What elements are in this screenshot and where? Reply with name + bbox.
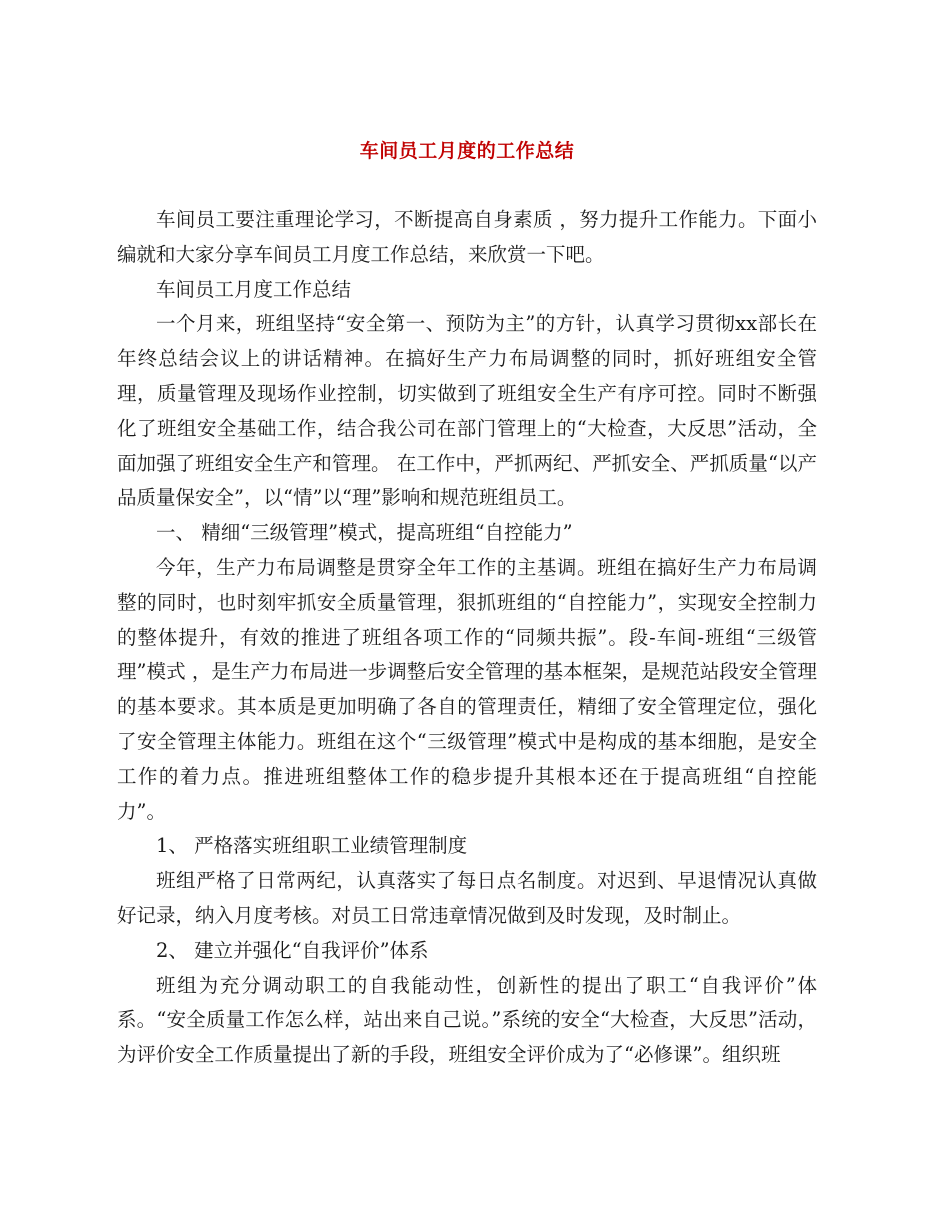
paragraph-subtitle: 车间员工月度工作总结 xyxy=(156,277,352,301)
paragraph-intro: 车间员工要注重理论学习，不断提高自身素质 ，努力提升工作能力。下面小编就和大家分享车间员工月度工作总结，来欣赏一下吧。 xyxy=(117,208,817,266)
section-heading-1: 一、 精细“三级管理”模式，提高班组“自控能力” xyxy=(156,521,573,545)
subheading-2: 2、 建立并强化“自我评价”体系 xyxy=(156,938,429,962)
paragraph-subsection-1: 班组严格了日常两纪，认真落实了每日点名制度。对迟到、早退情况认真做好记录，纳入月度考核。对员工日常违章情况做到及时发现，及时制止。 xyxy=(117,869,817,927)
paragraph-overview: 一个月来，班组坚持“安全第一、预防为主”的方针，认真学习贯彻xx部长在年终总结会议上的讲话精神。在搞好生产力布局调整的同时，抓好班组安全管理，质量管理及现场作业控制，切实做到了班组安全生产有序可控。同时不断强化了班组安全基础工作，结合我公司在部门管理上的“大检查，大反思”活动，全面加强了班组安全生产和管理。 在工作中，严抓两纪、严抓安全、严抓质量“以产品质量保安全”，以“情”以“理”影响和规范班组员工。 xyxy=(117,312,817,510)
paragraph-section-1: 今年，生产力布局调整是贯穿全年工作的主基调。班组在搞好生产力布局调整的同时，也时刻牢抓安全质量管理，狠抓班组的“自控能力”，实现安全控制力的整体提升，有效的推进了班组各项工作的“同频共振”。段-车间-班组“三级管理”模式 ，是生产力布局进一步调整后安全管理的基本框架，是规范站段安全管理的基本要求。其本质是更加明确了各自的管理责任，精细了安全管理定位，强化了安全管理主体能力。班组在这个“三级管理”模式中是构成的基本细胞，是安全工作的着力点。推进班组整体工作的稳步提升其根本还在于提高班组“自控能力”。 xyxy=(117,555,817,823)
paragraph-subsection-2: 班组为充分调动职工的自我能动性，创新性的提出了职工“自我评价”体系。“安全质量工作怎么样，站出来自己说。”系统的安全“大检查，大反思”活动，为评价安全工作质量提出了新的手段，班组安全评价成为了“必修课”。组织班 xyxy=(117,973,817,1067)
subheading-1: 1、 严格落实班组职工业绩管理制度 xyxy=(156,834,468,858)
document-body xyxy=(117,203,817,1073)
document-title: 车间员工月度的工作总结 xyxy=(359,140,575,162)
